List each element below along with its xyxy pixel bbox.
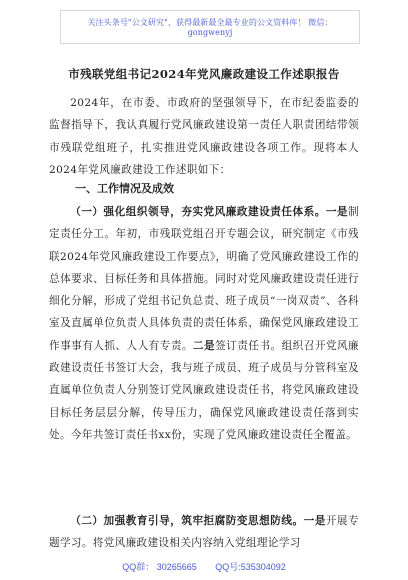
footer-qq-number: QQ号:535304092: [215, 562, 286, 572]
point-label: 一是: [303, 515, 326, 527]
point-label: 一是: [325, 206, 349, 218]
paragraph-organization: [49, 201, 359, 446]
header-banner: [60, 10, 360, 44]
intro-paragraph: 2024年，在市委、市政府的坚强领导下，在市纪委监委的监督指导下，我认真履行党风廉政建设第一责任人职责团结带领市残联党组班子，扎实推进党风廉政建设各项工作。现将本人2024年党风廉政建设工作述职如下：: [49, 97, 359, 176]
banner-text: 关注头条号"公文研究"，获得最新最全最专业的公文资料库！ 微信：gongwenyj: [87, 18, 333, 37]
point-label: 二是: [192, 339, 216, 352]
paragraph-education: [49, 510, 359, 555]
paragraph-lead: （二）加强教育引导，筑牢拒腐防变思想防线。: [70, 515, 304, 527]
point-text: 签订责任书。组织召开党风廉政建设责任书签订大会，我与班子成员、班子成员与分管科室及直属单位负责人分别签订党风廉政建设责任书，将党风廉政建设目标任务层层分解，传导压力，确保党风廉政建设责任落到实处。今年共签订责任书xx份，实现了党风廉政建设责任全覆盖。: [49, 339, 359, 441]
section-heading: 一、工作情况及成效: [75, 182, 174, 195]
point-text: 开展专题学习。将党风廉政建设相关内容纳入党组理论学习: [49, 515, 359, 550]
document-title: 市残联党组书记2024年党风廉政建设工作述职报告: [68, 67, 340, 81]
footer-qq-group: QQ群： 30265665: [122, 562, 197, 572]
paragraph-lead: （一）强化组织领导，夯实党风廉政建设责任体系。: [70, 206, 326, 218]
footer: [0, 560, 408, 573]
point-text: 制定责任分工。年初，市残联党组召开专题会议，研究制定《市残联2024年党风廉政建设工作要点》，明确了党风廉政建设工作的总体要求、目标任务和具体措施。同时对党风廉政建设责任进行细化分解，形成了党组书记负总责、班子成员“一岗双责”、各科室及直属单位负责人具体负责的责任体系，确保党风廉政建设工作事事有人抓、人人有专责。: [49, 206, 359, 352]
